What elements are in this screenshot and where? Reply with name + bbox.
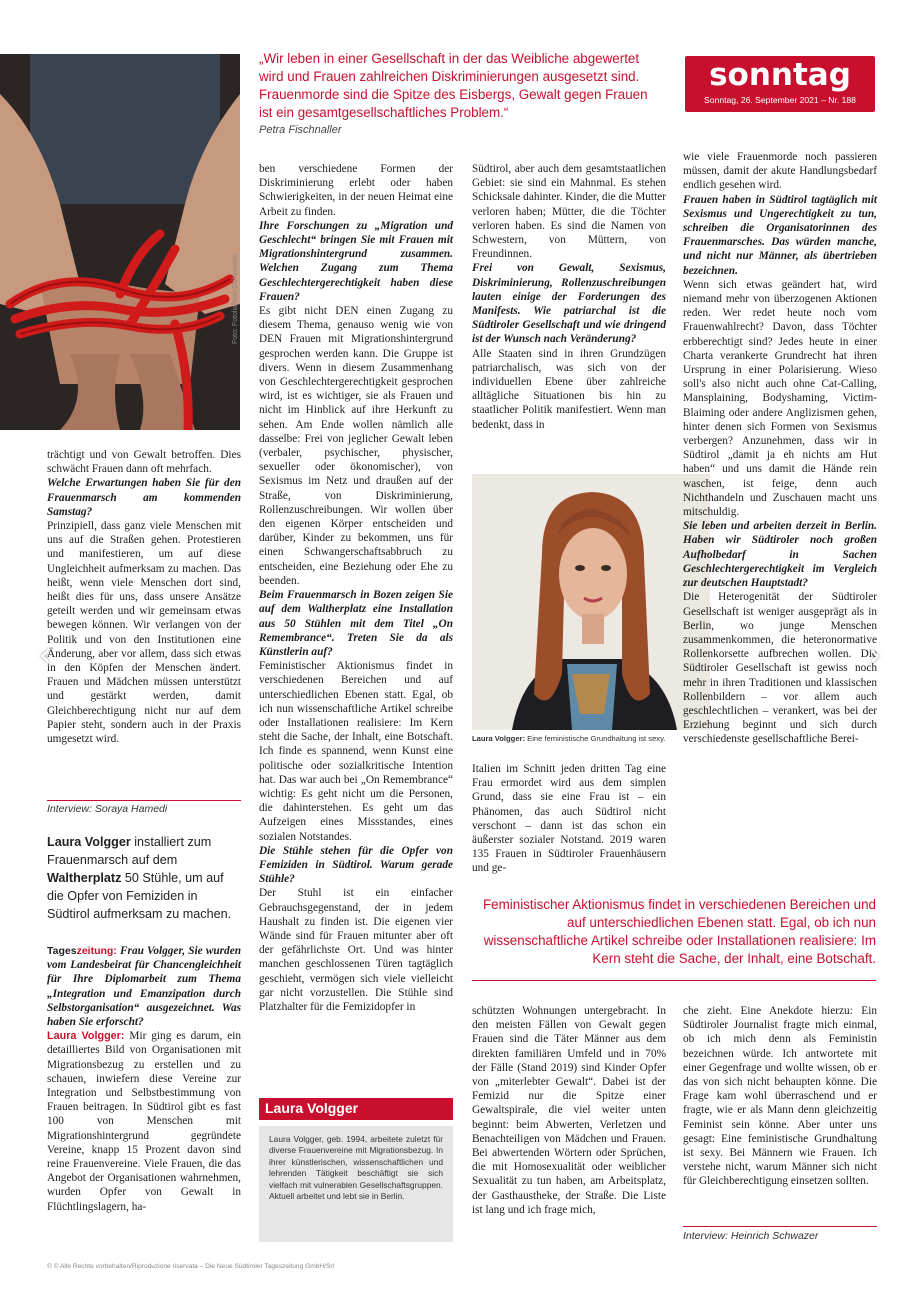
question: Beim Frauenmarsch in Bozen zeigen Sie auf dem Waltherplatz eine Installation aus 50 Stühlen mit dem Titel „On Remembrance“. Treten Sie da als Künstlerin auf? bbox=[259, 589, 453, 658]
paragraph: ben verschiedene Formen der Diskriminierung erlebt oder haben Schwierigkeiten, in der neuen Heimat eine Arbeit zu finden. bbox=[259, 163, 453, 218]
portrait-photo bbox=[472, 474, 710, 730]
column-4-bottom bbox=[683, 1004, 877, 1189]
hands-rope-photo bbox=[0, 54, 240, 430]
portrait-caption bbox=[472, 734, 712, 743]
intro-part-1: installiert zum Frauenmarsch auf dem bbox=[47, 835, 212, 867]
paragraph: Feministischer Aktionismus findet in verschiedenen Bereichen und auf unterschiedlichen Ebenen statt. Egal, ob ich nun wissenschaftliche Artikel schreibe oder Installationen realisiere: Im Kern steht die Sache, der Inhalt, eine Botschaft. Ich finde es spannend, wenn Kunst eine politische oder sozialkritische Intention hat. Das war auch bei „On Remembrance“ wichtig: Es geht nicht um die Personen, die dahinterstehen. Es geht um das Aufzeigen eines Missstandes, eines sozialen Notstandes. bbox=[259, 660, 453, 843]
paragraph: schützten Wohnungen untergebracht. In den meisten Fällen von Gewalt gegen Frauen sind die Täter Männer aus dem direkten familiären Umfeld und in 70% der Fälle (Stand 2019) sind Kinder Opfer von „miterlebter Gewalt“. Dabei ist der Femizid nur die Spitze einer Gewaltspirale, die viel weiter unten beginnt: beim Abwerten, Verletzen und Benachteiligen von Mädchen und Frauen. Bei abwertenden Wörtern oder Sprüchen, die mit Homosexualität oder weiblicher Sexualität zu tun haben, am Arbeitsplatz, der Gasthaustheke, der Straße. Die Liste ist lang und ich frage mich, bbox=[472, 1005, 666, 1216]
intro-text bbox=[47, 833, 233, 923]
column-1-top bbox=[47, 448, 241, 746]
interview-credit-2: Interview: Heinrich Schwazer bbox=[683, 1230, 819, 1242]
header-quote-author: Petra Fischnaller bbox=[259, 124, 342, 136]
paragraph: Die Heterogenität der Südtiroler Gesellschaft ist weniger ausgeprägt als in Berlin, wo junge Menschen zusammenkommen, die heteronormative Rollenkorsette aufbrechen wollen. Die Südtiroler Gesellschaft ist gewiss noch mehr in ihren Traditionen und klassischen Rollenbildern – vor allem auch geschlechtlichen – verankert, was bei der Erziehung beginnt und sich durch verschiedenste gesellschaftliche Berei- bbox=[683, 591, 877, 746]
intro-name: Laura Volgger bbox=[47, 835, 131, 849]
interview-credit-1: Interview: Soraya Hamedi bbox=[47, 803, 168, 815]
header-quote: „Wir leben in einer Gesellschaft in der das Weibliche abgewertet wird und Frauen zahlreichen Diskriminierungen ausgesetzt sind. Frauenmorde sind die Spitze des Eisbergs, Gewalt gegen Frauen ist ein gesamtgesellschaftliches Problem.“ bbox=[259, 51, 648, 120]
paragraph: trächtigt und von Gewalt betroffen. Dies schwächt Frauen dann oft mehrfach. bbox=[47, 449, 241, 476]
footer-copyright: © © Alle Rechte vorbehalten/Riproduzione riservata – Die Neue Südtiroler Tageszeitung GmbH/Srl bbox=[47, 1263, 335, 1270]
question: Welche Erwartungen haben Sie für den Frauenmarsch am kommenden Samstag? bbox=[47, 477, 241, 518]
masthead-date: Sonntag, 26. September 2021 – Nr. 188 bbox=[704, 95, 856, 105]
column-3-top bbox=[472, 162, 666, 432]
caption-name: Laura Volgger: bbox=[472, 734, 526, 743]
intro-part-2: 50 Stühle, um auf die Opfer von Femiziden in Südtirol aufmerksam zu machen. bbox=[47, 871, 232, 921]
portrait-illustration bbox=[472, 474, 710, 730]
column-3-mid bbox=[472, 762, 666, 876]
pull-quote: Feministischer Aktionismus findet in verschiedenen Bereichen und auf unterschiedlichen Ebenen statt. Egal, ob ich nun wissenschaftliche Artikel schreibe oder Installationen realisiere: Im Kern steht die Sache, der Inhalt, eine Botschaft. bbox=[483, 897, 876, 966]
bio-text: Laura Volgger, geb. 1994, arbeitete zuletzt für diverse Frauenvereine mit Migrationsbezug. In ihrer künstlerischen, wissenschaftlichen und lehrenden Tätigkeit beschäftigt sie sich vielfach mit vulnerablen Gesellschaftsgruppen. Aktuell arbeitet und lebt sie in Berlin. bbox=[259, 1126, 453, 1242]
photo-credit: Foto: Fotolia/Ivan Dzhinovski bbox=[232, 254, 239, 344]
pull-quote-rule bbox=[472, 980, 876, 981]
masthead-box bbox=[685, 56, 875, 112]
paragraph: Der Stuhl ist ein einfacher Gebrauchsgegenstand, der in jedem Haushalt zu finden ist. Die eigenen vier Wände sind für Frauen mitunter aber oft der gefährlichste Ort. Und was hinter manchen geschlossenen Türen tagtäglich geschieht, vermögen sich viele vielleicht gar nicht vorzustellen. Die Stühle sind Platzhalter für die Femizidopfer in bbox=[259, 887, 453, 1013]
column-1-bottom bbox=[47, 944, 241, 1214]
brand-tages: Tages bbox=[47, 945, 77, 957]
question: Frau Volgger, Sie wurden vom Landesbeirat für Chancengleichheit für Ihre Diplomarbeit zum Thema „Integration und Emanzipation durch Selbstorganisation“ ausgezeichnet. Was haben Sie erforscht? bbox=[47, 945, 241, 1029]
paragraph: Alle Staaten sind in ihren Grundzügen patriarchalisch, was sich von der individuellen Ebene über zahlreiche alltägliche Situationen bis hin zu staatlicher Politik manifestiert. Wenn man bedenkt, dass in bbox=[472, 347, 666, 431]
divider bbox=[683, 1226, 877, 1227]
question: Frei von Gewalt, Sexismus, Diskriminierung, Rollenzuschreibungen lauten einige der Forderungen des Manifests. Wie patriarchal ist die Südtiroler Gesellschaft und wie dringend ist der Wunsch nach Veränderung? bbox=[472, 262, 666, 346]
bio-title-bar bbox=[259, 1098, 453, 1120]
prev-page-button[interactable] bbox=[34, 633, 56, 679]
paragraph: wie viele Frauenmorde noch passieren müssen, damit der akute Handlungsbedarf endlich gesehen wird. bbox=[683, 151, 877, 192]
paragraph: che zieht. Eine Anekdote hierzu: Ein Südtiroler Journalist fragte mich einmal, ob ich mich denn als Feministin bezeichnen würde. Ich antwortete mit einer Gegenfrage und wollte wissen, ob er das von sich nicht behaupten könne. Die Frage kam wohl überraschend und er fragte, wie er als Mann denn gleichzeitig Feminist sein könne. Aber unter uns gesagt: Eine feministische Grundhaltung ist sexy. Bei Männern wie Frauen. Ich verstehe nicht, warum Männer sich nicht für Gleichberechtigung einsetzen sollten. bbox=[683, 1005, 877, 1188]
brand-zeitung: zeitung: bbox=[76, 945, 117, 957]
question: Frauen haben in Südtirol tagtäglich mit Sexismus und Ungerechtigkeit zu tun, schreiben die Organisatorinnen des Frauenmarsches. Das würden manche, und nicht nur Männer, als übertrieben bezeichnen. bbox=[683, 193, 877, 277]
question: Die Stühle stehen für die Opfer von Femiziden in Südtirol. Warum gerade Stühle? bbox=[259, 844, 453, 886]
paragraph: Prinzipiell, dass ganz viele Menschen mit uns auf die Straßen gehen. Protestieren und manifestieren, um auf diese Ungleichheit aufmerksam zu machen. Das heißt, wenn viele Menschen dort sind, heißt dies für uns, dass unsere Ansätze geteilt werden und wir gemeinsam etwas bewegen können. Wir verlangen von der Politik und von den Institutionen eine Änderung, aber vor allem, dass sich etwas in den Köpfen der Menschen ändert. Frauen und Mädchen müssen unterstützt und gestärkt werden, damit Gleichberechtigung nicht nur auf dem Papier steht, sondern auch in der Praxis umgesetzt wird. bbox=[47, 520, 241, 746]
caption-text: Eine feministische Grundhaltung ist sexy. bbox=[525, 734, 666, 743]
column-2 bbox=[259, 162, 453, 1014]
bio-title: Laura Volgger bbox=[265, 1100, 359, 1116]
question: Sie leben und arbeiten derzeit in Berlin. Haben wir Südtiroler noch großen Aufholbedarf in Sachen Geschlechtergerechtigkeit im Vergleich zur deutschen Hauptstadt? bbox=[683, 520, 877, 590]
paragraph: Mir ging es darum, ein detailliertes Bild von Organisationen mit Migrationsbezug zu erstellen und zu schauen, inwiefern diese Vereine zur Integration und Selbstbestimmung von Frauen beitragen. In Südtirol gibt es fast 100 von Menschen mit Migrationshintergrund gegründete Vereine, knapp 15 Prozent davon sind reine Frauenvereine. Viele Frauen, die das Angebot der Organisationen wahrnehmen, wurden Opfer von Gewalt in Flüchtlingslagern, ha- bbox=[47, 1030, 241, 1213]
column-4 bbox=[683, 150, 877, 747]
chevron-left-icon: ‹ bbox=[39, 638, 51, 673]
paragraph: Italien im Schnitt jeden dritten Tag eine Frau ermordet wird aus dem simplen Grund, dass sie eine Frau ist – ein Phänomen, das auch Südtirol nicht verschont – dann ist das schon ein äußerster sozialer Notstand. 2019 waren 135 Frauen in Südtiroler Frauenhäusern und ge- bbox=[472, 763, 666, 875]
masthead-logo: sonntag bbox=[709, 57, 851, 93]
divider bbox=[47, 800, 241, 801]
question: Ihre Forschungen zu „Migration und Geschlecht“ bringen Sie mit Frauen mit Migrationshintergrund zusammen. Welchen Zugang zum Thema Geschlechtergerechtigkeit haben diese Frauen? bbox=[259, 219, 453, 303]
paragraph: Wenn sich etwas geändert hat, wird niemand mehr von überzogenen Aktionen reden. Wer redet heute noch vom Frauenwahlrecht? Davon, dass Töchter erbberechtigt sind? Jedes heute in einer Charta verankerte Grundrecht hat ihren Ursprung in einer Polarisierung. Wieso soll's also nicht auch ohne Cat-Calling, Mansplaining, Bodyshaming, Victim-Blaiming oder andere Anglizismen gehen, hinter denen sich Formen von Sexismus verbergen? Anzunehmen, dass wir in Südtirol „damit ja eh nichts am Hut haben“ und uns damit die Hände rein waschen, ist feige, denn auch Nichthandeln und Zuschauen macht uns mitschuldig. bbox=[683, 278, 877, 519]
column-3-bottom bbox=[472, 1004, 666, 1217]
hands-illustration bbox=[0, 54, 240, 430]
paragraph: Es gibt nicht DEN einen Zugang zu diesem Thema, genauso wenig wie von DEN Frauen mit Migrationshintergrund gesprochen werden kann. Die Gruppe ist divers. Wenn in diesem Zusammenhang von Geschlechtergerechtigkeit gesprochen wird, ist es wichtiger, sie als Frauen und nicht im Hinblick auf ihre Herkunft zu sehen. Am Ende wollen nämlich alle dasselbe: Frei von jeglicher Gewalt leben (verbaler, psychischer, physischer, sexueller oder ökonomischer), von Sexismus im Netz und draußen auf der Straße, von Diskriminierung, Rollenzuschreibungen. Wir wollen über den eigenen Körper entscheiden und darüber, Kinder zu bekommen, uns für einen Schwangerschaftsabbruch zu entscheiden, eine Beziehung oder Ehe zu beenden. bbox=[259, 305, 453, 587]
intro-place: Waltherplatz bbox=[47, 871, 122, 885]
speaker-label: Laura Volgger: bbox=[47, 1030, 125, 1043]
paragraph: Südtirol, aber auch dem gesamtstaatlichen Gebiet: sie sind ein Mahnmal. Es stehen Schicksale dahinter. Kinder, die die Mutter verloren haben; Mütter, die die Töchter verloren haben. Es sind die Namen von Schwestern, von Müttern, von Freundinnen. bbox=[472, 163, 666, 261]
chevron-right-icon: › bbox=[869, 638, 881, 673]
next-page-button[interactable] bbox=[864, 633, 886, 679]
